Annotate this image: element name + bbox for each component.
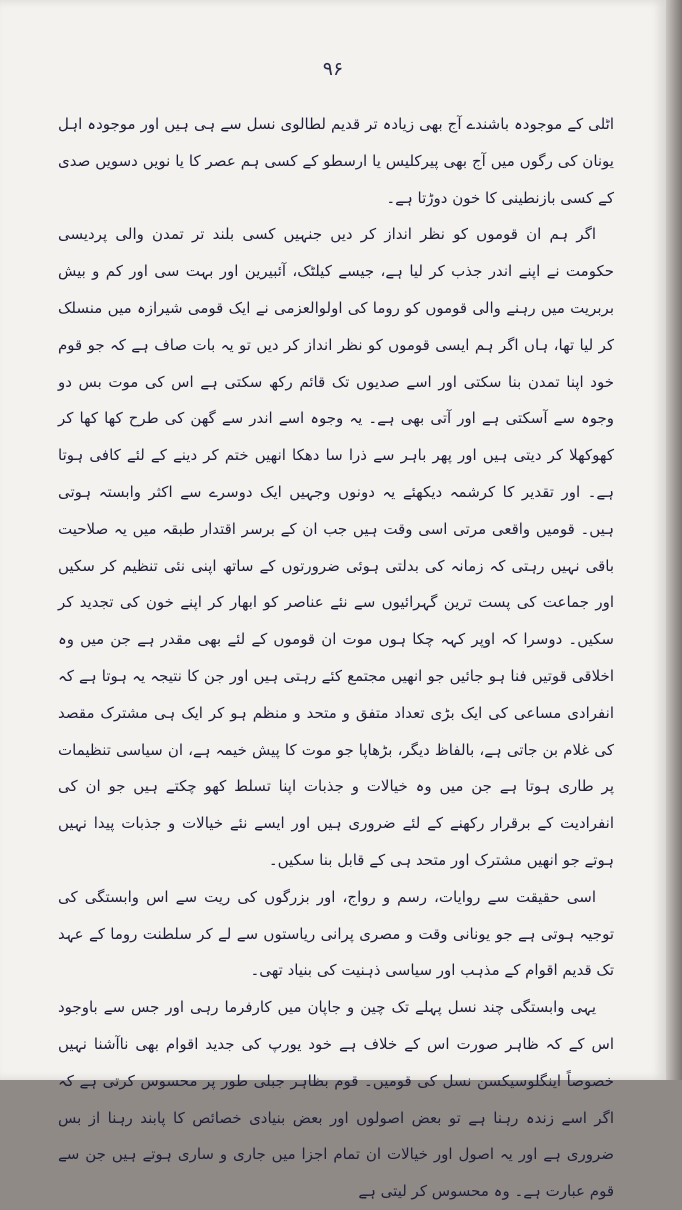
page-edge-shadow	[666, 0, 682, 1080]
page-body-text	[58, 106, 614, 1210]
paragraph: اگر ہم ان قوموں کو نظر انداز کر دیں جنہیں کسی بلند تر تمدن والی پردیسی حکومت نے اپنے اندر جذب کر لیا ہے، جیسے کیلٹک، آئبیرین اور بہت سی اور کم و بیش بربریت میں رہنے والی قوموں کو روما کی اولوالعزمی نے ایک قومی شیرازہ میں منسلک کر لیا تھا، ہاں اگر ہم ایسی قوموں کو نظر انداز کر دیں تو یہ بات صاف ہے کہ جو قوم خود اپنا تمدن بنا سکتی اور اسے صدیوں تک قائم رکھ سکتی ہے اس کی موت بس دو وجوہ سے آسکتی ہے اور آتی بھی ہے۔ یہ وجوہ اسے اندر سے گھن کی طرح کھا کھا کر کھوکھلا کر دیتی ہیں اور پھر باہر سے ذرا سا دھکا انھیں ختم کر دینے کے لئے کافی ہوتا ہے۔ اور تقدیر کا کرشمہ دیکھئے یہ دونوں وجہیں ایک دوسرے سے اکثر وابستہ ہوتی ہیں۔ قومیں واقعی مرتی اسی وقت ہیں جب ان کے برسر اقتدار طبقہ میں یہ صلاحیت باقی نہیں رہتی کہ زمانہ کی بدلتی ہوئی ضرورتوں کے ساتھ اپنی نئی تنظیم کر سکیں اور جماعت کی پست ترین گہرائیوں سے نئے عناصر کو ابھار کر اپنے خون کی تجدید کر سکیں۔ دوسرا کہ اوپر کہہ چکا ہوں موت ان قوموں کے لئے بھی مقدر ہے جن میں وہ اخلاقی قوتیں فنا ہو جائیں جو انھیں مجتمع کئے رہتی ہیں اور جن کا نتیجہ یہ ہوتا ہے کہ انفرادی مساعی کی ایک بڑی تعداد متفق و متحد و منظم ہو کر ایک ہی مشترک مقصد کی غلام بن جاتی ہے، بالفاظ دیگر، بڑھاپا جو موت کا پیش خیمہ ہے، ان سیاسی تنظیمات پر طاری ہوتا ہے جن میں وہ خیالات و جذبات اپنا تسلط کھو چکتے ہیں جو ان کی انفرادیت کے برقرار رکھنے کے لئے ضروری ہیں اور ایسے نئے خیالات و جذبات پیدا نہیں ہوتے جو انھیں مشترک اور متحد ہی کے قابل بنا سکیں۔	[58, 225, 614, 869]
paragraph: یہی وابستگی چند نسل پہلے تک چین و جاپان میں کارفرما رہی اور جس سے باوجود اس کے کہ ظاہر صورت اس کے خلاف ہے خود یورپ کی جدید اقوام بھی ناآشنا نہیں خصوصاً اینگلوسیکسن نسل کی قومیں۔ قوم بظاہر جبلی طور پر محسوس کرتی ہے کہ اگر اسے زندہ رہنا ہے تو بعض اصولوں اور بعض بنیادی خصائص کا پابند رہنا از بس ضروری ہے اور یہ اصول اور خیالات ان تمام اجزا میں جاری و ساری ہوتے ہیں جن سے قوم عبارت ہے۔ وہ محسوس کر لیتی ہے	[58, 998, 614, 1201]
page-number: ۹۶	[322, 58, 344, 80]
paragraph: اسی حقیقت سے روایات، رسم و رواج، اور بزرگوں کی ریت سے اس وابستگی کی توجیہ ہوتی ہے جو یونانی وقت و مصری پرانی ریاستوں سے لے کر سلطنت روما کے عہد تک قدیم اقوام کے مذہب اور سیاسی ذہنیت کی بنیاد تھی۔	[58, 887, 614, 980]
paragraph: اٹلی کے موجودہ باشندے آج بھی زیادہ تر قدیم لطالوی نسل سے ہی ہیں اور موجودہ اہل یونان کی رگوں میں آج بھی پیرکلیس یا ارسطو کے کسی ہم عصر کا یا نویں دسویں صدی کے کسی بازنطینی کا خون دوڑتا ہے۔	[58, 115, 614, 207]
